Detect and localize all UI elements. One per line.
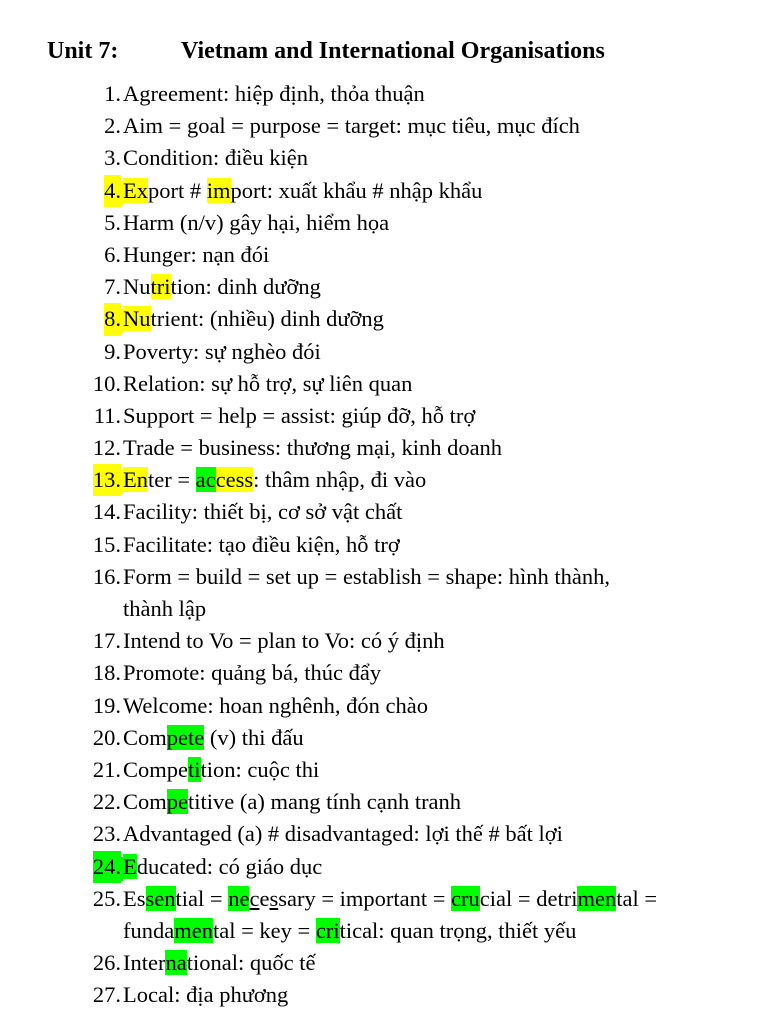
- term-segment: Local: địa phương: [123, 982, 289, 1008]
- vocab-item: [0, 979, 768, 1011]
- term-segment: cess: [215, 467, 254, 493]
- term-segment: tal =: [616, 885, 658, 911]
- vocab-item: [0, 239, 768, 271]
- term-text: [123, 786, 461, 818]
- term-segment: ti: [188, 756, 201, 782]
- term-segment: men: [174, 917, 213, 943]
- term-segment: Intend to Vo = plan to Vo: có ý định: [123, 628, 445, 654]
- item-number: 15.: [92, 531, 121, 557]
- term-text: [123, 851, 322, 883]
- term-text: [123, 754, 319, 786]
- term-text: [123, 690, 428, 722]
- item-number: 6.: [104, 241, 121, 267]
- vocab-item: [0, 271, 768, 303]
- term-text: [123, 142, 308, 174]
- term-text: [123, 722, 304, 754]
- term-text: [123, 657, 381, 689]
- vocab-item: [0, 529, 768, 561]
- term-segment: Nu: [123, 274, 151, 300]
- item-number: 25.: [92, 885, 121, 911]
- term-segment: im: [206, 177, 231, 203]
- item-number: 24.: [93, 851, 121, 883]
- term-text: [123, 207, 389, 239]
- term-segment: Advantaged (a) # disadvantaged: lợi thế # bất lợi: [123, 821, 563, 847]
- term-segment: Aim = goal = purpose = target: mục tiêu, mục đích: [123, 113, 580, 139]
- vocab-item: [0, 690, 768, 722]
- term-segment: Relation: sự hỗ trợ, sự liên quan: [123, 370, 413, 396]
- item-number: 8.: [104, 303, 121, 335]
- term-text: [123, 947, 315, 979]
- vocab-item: [0, 142, 768, 174]
- term-text: [123, 175, 482, 207]
- term-segment: En: [123, 467, 148, 493]
- term-segment: tical: quan trọng, thiết yếu: [339, 917, 577, 943]
- term-segment: c: [249, 885, 260, 911]
- item-number: 4.: [104, 175, 121, 207]
- vocab-item: [0, 561, 768, 625]
- term-text: [123, 303, 384, 335]
- vocab-item: [0, 657, 768, 689]
- term-segment: Nu: [123, 306, 151, 332]
- vocab-item: [0, 625, 768, 657]
- term-text: [123, 883, 657, 915]
- term-segment: (v) thi đấu: [204, 724, 304, 750]
- vocab-item: [0, 336, 768, 368]
- term-text: [123, 271, 321, 303]
- item-number: 14.: [92, 499, 121, 525]
- vocab-item: [0, 851, 768, 883]
- highlight-gap: [121, 470, 123, 494]
- item-number: 27.: [92, 982, 121, 1008]
- term-segment: sary = important =: [278, 885, 452, 911]
- term-text: [123, 78, 425, 110]
- vocab-item: [0, 400, 768, 432]
- term-segment: e: [259, 885, 270, 911]
- term-segment: cial = detri: [479, 885, 578, 911]
- term-segment: Support = help = assist: giúp đỡ, hỗ trợ: [123, 402, 476, 428]
- vocab-item: [0, 78, 768, 110]
- item-number: 23.: [92, 821, 121, 847]
- item-number: 18.: [92, 660, 121, 686]
- item-number: 22.: [92, 789, 121, 815]
- term-segment: Harm (n/v) gây hại, hiểm họa: [123, 209, 390, 235]
- vocab-item: [0, 303, 768, 335]
- term-segment: cri: [315, 917, 340, 943]
- term-segment: ne: [228, 885, 250, 911]
- term-segment: Com: [123, 789, 167, 815]
- term-segment: pe: [166, 789, 189, 815]
- term-segment: : thâm nhập, đi vào: [253, 467, 427, 493]
- item-number: 9.: [104, 338, 121, 364]
- item-number: 17.: [92, 628, 121, 654]
- term-segment: s: [269, 885, 279, 911]
- item-number: 26.: [92, 950, 121, 976]
- term-text-continued: [123, 593, 206, 625]
- term-segment: titive (a) mang tính cạnh tranh: [188, 789, 462, 815]
- term-text: [123, 561, 610, 593]
- term-segment: E: [123, 853, 137, 879]
- vocab-item: [0, 496, 768, 528]
- term-text: [123, 625, 445, 657]
- unit-name: Vietnam and International Organisations: [181, 38, 605, 64]
- term-text: [123, 529, 400, 561]
- term-segment: tri: [150, 274, 171, 300]
- item-number: 19.: [92, 692, 121, 718]
- term-segment: trient: (nhiều) dinh dưỡng: [150, 306, 384, 332]
- item-number: 3.: [104, 145, 121, 171]
- term-segment: ducated: có giáo dục: [136, 853, 323, 879]
- term-segment: port: xuất khẩu # nhập khẩu: [230, 177, 483, 203]
- term-text: [123, 368, 412, 400]
- term-segment: na: [165, 950, 187, 976]
- vocab-item: [0, 947, 768, 979]
- term-text-continued: [123, 915, 576, 947]
- term-text: [123, 239, 269, 271]
- term-segment: Agreement: hiệp định, thỏa thuận: [123, 81, 425, 106]
- term-segment: men: [577, 885, 617, 911]
- term-segment: Promote: quảng bá, thúc đẩy: [123, 660, 382, 686]
- item-number: 1.: [104, 81, 121, 106]
- term-segment: ac: [195, 467, 216, 493]
- term-segment: Trade = business: thương mại, kinh doanh: [123, 435, 503, 461]
- vocabulary-list: [0, 78, 768, 1011]
- term-text: [123, 432, 502, 464]
- term-segment: sen: [145, 885, 176, 911]
- item-number: 5.: [104, 209, 121, 235]
- term-segment: Ex: [123, 177, 148, 203]
- item-number: 20.: [92, 724, 121, 750]
- term-segment: pete: [166, 724, 205, 750]
- term-segment: Com: [123, 724, 167, 750]
- vocab-item: [0, 368, 768, 400]
- term-segment: Poverty: sự nghèo đói: [123, 338, 321, 364]
- vocab-item: [0, 110, 768, 142]
- term-segment: Condition: điều kiện: [123, 145, 308, 171]
- vocab-item: [0, 754, 768, 786]
- item-number: 21.: [92, 756, 121, 782]
- term-segment: ter =: [148, 467, 196, 493]
- term-segment: Form = build = set up = establish = shape: hình thành,: [123, 563, 610, 589]
- item-number: 10.: [92, 370, 121, 396]
- term-segment: Facilitate: tạo điều kiện, hỗ trợ: [123, 531, 400, 557]
- term-segment: Welcome: hoan nghênh, đón chào: [123, 692, 428, 718]
- item-number: 13.: [93, 464, 121, 496]
- vocab-item: [0, 432, 768, 464]
- term-segment: funda: [123, 917, 175, 943]
- term-segment: Compe: [123, 756, 188, 782]
- term-segment: cru: [451, 885, 480, 911]
- item-number: 2.: [104, 113, 121, 139]
- highlight-gap: [121, 309, 123, 333]
- vocab-item: [0, 786, 768, 818]
- vocab-item: [0, 207, 768, 239]
- term-text: [123, 400, 475, 432]
- item-number: 16.: [92, 563, 121, 589]
- vocab-item: [0, 818, 768, 850]
- term-segment: tion: dinh dưỡng: [170, 274, 321, 300]
- term-text: [123, 979, 288, 1011]
- term-text: [123, 464, 426, 496]
- term-segment: Hunger: nạn đói: [123, 241, 270, 267]
- term-segment: port #: [148, 177, 207, 203]
- unit-number: Unit 7:: [47, 38, 119, 64]
- term-segment: tional: quốc tế: [186, 950, 316, 976]
- item-number: 12.: [92, 435, 121, 461]
- term-segment: Inter: [123, 950, 166, 976]
- vocab-item: [0, 175, 768, 207]
- term-text: [123, 496, 402, 528]
- term-text: [123, 110, 580, 142]
- vocab-item: [0, 722, 768, 754]
- term-segment: tial =: [175, 885, 229, 911]
- term-segment: tal = key =: [212, 917, 316, 943]
- vocab-item: [0, 883, 768, 947]
- term-segment: tion: cuộc thi: [200, 756, 320, 782]
- item-number: 11.: [93, 402, 121, 428]
- term-text: [123, 336, 321, 368]
- unit-title: [47, 37, 605, 65]
- highlight-gap: [121, 181, 123, 205]
- highlight-gap: [121, 857, 123, 881]
- term-segment: Es: [123, 885, 146, 911]
- term-segment: Facility: thiết bị, cơ sở vật chất: [123, 499, 403, 525]
- term-segment: thành lập: [123, 596, 207, 621]
- item-number: 7.: [104, 274, 121, 300]
- term-text: [123, 818, 563, 850]
- vocab-item: [0, 464, 768, 496]
